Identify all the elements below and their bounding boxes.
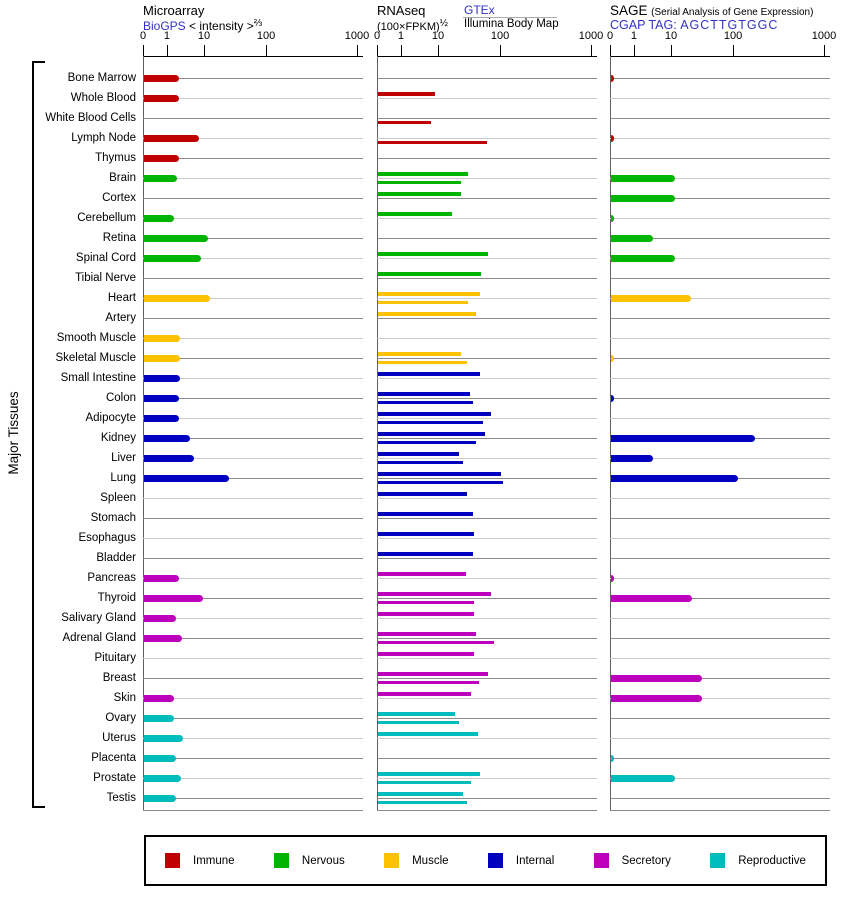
bar-gtex-pituitary: [378, 652, 474, 656]
axis-tick-label-panel-1: 10: [431, 30, 445, 42]
bar-microarray-smooth-muscle: [144, 335, 180, 342]
sage-tag-label: TAG:: [648, 18, 677, 32]
legend-item-secretory: [594, 853, 671, 868]
legend-label-secretory: Secretory: [621, 854, 671, 867]
legend-swatch-muscle: [384, 853, 399, 868]
axis-tick-label-panel-2: 1000: [811, 30, 837, 42]
row-line-cortex-panel-1: [377, 198, 597, 199]
axis-tick-label-panel-1: 0: [373, 30, 381, 42]
tissue-label-cortex: Cortex: [102, 192, 136, 204]
tissue-label-adrenal-gland: Adrenal Gland: [62, 632, 136, 644]
row-line-cerebellum-panel-0: [143, 218, 363, 219]
bar-sage-prostate: [611, 775, 675, 782]
row-line-placenta-panel-1: [377, 758, 597, 759]
tissue-label-heart: Heart: [107, 292, 136, 304]
bar-microarray-small-intestine: [144, 375, 180, 382]
row-line-artery-panel-2: [610, 318, 830, 319]
bar-illumina-prostate: [378, 781, 471, 785]
tissue-label-skeletal-muscle: Skeletal Muscle: [55, 352, 136, 364]
sage-subtitle: (Serial Analysis of Gene Expression): [651, 7, 814, 18]
bar-microarray-liver: [144, 455, 194, 462]
bar-illumina-adrenal-gland: [378, 641, 494, 645]
bar-gtex-stomach: [378, 512, 473, 516]
axis-tick-label-panel-1: 100: [490, 30, 510, 42]
major-tissues-label: Major Tissues: [6, 391, 21, 475]
row-line-pituitary-panel-0: [143, 658, 363, 659]
legend-item-nervous: [274, 853, 345, 868]
bar-microarray-adrenal-gland: [144, 635, 182, 642]
row-line-small-intestine-panel-2: [610, 378, 830, 379]
row-line-spleen-panel-1: [377, 498, 597, 499]
axis-tick-label-panel-1: 1000: [578, 30, 604, 42]
axis-tick-panel-0: [357, 45, 358, 56]
tissue-label-adipocyte: Adipocyte: [85, 412, 136, 424]
tissue-label-brain: Brain: [109, 172, 136, 184]
row-line-liver-panel-1: [377, 458, 597, 459]
bar-sage-colon: [611, 395, 614, 402]
row-line-pancreas-panel-2: [610, 578, 830, 579]
bar-sage-heart: [611, 295, 691, 302]
row-line-skin-panel-1: [377, 698, 597, 699]
tissue-label-stomach: Stomach: [90, 512, 136, 524]
bar-gtex-liver: [378, 452, 459, 456]
row-line-kidney-panel-1: [377, 438, 597, 439]
row-line-cerebellum-panel-1: [377, 218, 597, 219]
axis-tick-panel-2: [610, 45, 611, 56]
tissue-label-colon: Colon: [105, 392, 136, 404]
row-line-salivary-gland-panel-0: [143, 618, 363, 619]
bar-gtex-thyroid: [378, 592, 491, 596]
bar-sage-skin: [611, 695, 702, 702]
legend-item-reproductive: [710, 853, 806, 868]
bar-illumina-heart: [378, 301, 468, 305]
tissue-label-small-intestine: Small Intestine: [60, 372, 136, 384]
legend-swatch-nervous: [274, 853, 289, 868]
bar-microarray-colon: [144, 395, 179, 402]
row-line-thymus-panel-1: [377, 158, 597, 159]
tissue-label-lung: Lung: [110, 472, 136, 484]
bar-gtex-skin: [378, 692, 471, 696]
bar-gtex-salivary-gland: [378, 612, 474, 616]
bar-gtex-heart: [378, 292, 480, 296]
bar-gtex-small-intestine: [378, 372, 480, 376]
bar-gtex-whole-blood: [378, 92, 435, 96]
microarray-axis-exponent: ⅔: [253, 18, 263, 29]
panel-bottom-border-2: [610, 810, 830, 811]
bar-microarray-skeletal-muscle: [144, 355, 180, 362]
bar-microarray-ovary: [144, 715, 174, 722]
legend: [144, 835, 827, 886]
row-line-retina-panel-1: [377, 238, 597, 239]
row-line-salivary-gland-panel-1: [377, 618, 597, 619]
tissue-label-artery: Artery: [105, 312, 136, 324]
row-line-tibial-nerve-panel-1: [377, 278, 597, 279]
row-line-lymph-node-panel-1: [377, 138, 597, 139]
row-line-ovary-panel-1: [377, 718, 597, 719]
bar-sage-retina: [611, 235, 653, 242]
bar-microarray-whole-blood: [144, 95, 179, 102]
tissue-label-prostate: Prostate: [93, 772, 136, 784]
row-line-cerebellum-panel-2: [610, 218, 830, 219]
axis-tick-panel-1: [591, 45, 592, 56]
cgap-link[interactable]: CGAP: [610, 18, 646, 32]
bar-gtex-colon: [378, 392, 470, 396]
illumina-body-map-label: Illumina Body Map: [464, 18, 559, 30]
axis-tick-panel-0: [266, 45, 267, 56]
bar-illumina-kidney: [378, 441, 476, 445]
bar-gtex-skeletal-muscle: [378, 352, 461, 356]
tissue-label-pituitary: Pituitary: [94, 652, 136, 664]
bar-microarray-salivary-gland: [144, 615, 176, 622]
bar-gtex-cerebellum: [378, 212, 452, 216]
axis-tick-label-panel-0: 100: [256, 30, 276, 42]
bar-microarray-thymus: [144, 155, 179, 162]
axis-line-panel-2: [610, 56, 830, 57]
row-line-bladder-panel-2: [610, 558, 830, 559]
sage-tag-sequence: AGCTTGTGGC: [680, 18, 779, 32]
row-line-tibial-nerve-panel-0: [143, 278, 363, 279]
row-line-spleen-panel-0: [143, 498, 363, 499]
bar-sage-kidney: [611, 435, 755, 442]
row-line-colon-panel-1: [377, 398, 597, 399]
row-line-cortex-panel-0: [143, 198, 363, 199]
row-line-whole-blood-panel-2: [610, 98, 830, 99]
tissue-label-white-blood-cells: White Blood Cells: [45, 112, 136, 124]
axis-tick-panel-1: [401, 45, 402, 56]
row-line-pituitary-panel-1: [377, 658, 597, 659]
tissue-label-liver: Liver: [111, 452, 136, 464]
tissue-label-uterus: Uterus: [102, 732, 136, 744]
bar-gtex-adipocyte: [378, 412, 491, 416]
panel-bottom-border-0: [143, 810, 363, 811]
axis-line-panel-0: [143, 56, 363, 57]
bar-illumina-skeletal-muscle: [378, 361, 467, 365]
bar-sage-breast: [611, 675, 702, 682]
row-line-testis-panel-1: [377, 798, 597, 799]
bar-illumina-thyroid: [378, 601, 474, 605]
bar-sage-placenta: [611, 755, 614, 762]
row-line-small-intestine-panel-1: [377, 378, 597, 379]
tissue-label-breast: Breast: [102, 672, 136, 684]
legend-label-nervous: Nervous: [301, 854, 345, 867]
tissue-label-bone-marrow: Bone Marrow: [67, 72, 136, 84]
tissue-label-spinal-cord: Spinal Cord: [75, 252, 136, 264]
bar-microarray-testis: [144, 795, 176, 802]
tissue-label-bladder: Bladder: [96, 552, 136, 564]
bar-gtex-adrenal-gland: [378, 632, 476, 636]
bar-gtex-brain: [378, 172, 468, 176]
legend-label-immune: Immune: [193, 854, 235, 867]
tissue-label-thyroid: Thyroid: [97, 592, 136, 604]
bar-sage-lung: [611, 475, 738, 482]
bar-microarray-placenta: [144, 755, 176, 762]
bar-sage-thyroid: [611, 595, 692, 602]
bar-gtex-testis: [378, 792, 463, 796]
row-line-esophagus-panel-1: [377, 538, 597, 539]
row-line-smooth-muscle-panel-2: [610, 338, 830, 339]
bar-microarray-thyroid: [144, 595, 203, 602]
row-line-testis-panel-2: [610, 798, 830, 799]
bar-sage-cerebellum: [611, 215, 614, 222]
row-line-lymph-node-panel-2: [610, 138, 830, 139]
row-line-heart-panel-1: [377, 298, 597, 299]
row-line-artery-panel-0: [143, 318, 363, 319]
row-line-thyroid-panel-1: [377, 598, 597, 599]
bar-microarray-bone-marrow: [144, 75, 179, 82]
tissue-label-placenta: Placenta: [91, 752, 136, 764]
bar-gtex-kidney: [378, 432, 485, 436]
bar-microarray-retina: [144, 235, 208, 242]
bar-microarray-brain: [144, 175, 177, 182]
bar-illumina-liver: [378, 461, 463, 465]
row-line-adipocyte-panel-2: [610, 418, 830, 419]
legend-label-reproductive: Reproductive: [738, 854, 806, 867]
bar-gtex-artery: [378, 312, 476, 316]
bar-illumina-lymph-node: [378, 141, 487, 145]
axis-tick-panel-2: [634, 45, 635, 56]
legend-swatch-immune: [165, 853, 180, 868]
axis-tick-label-panel-1: 1: [397, 30, 405, 42]
tissue-label-retina: Retina: [102, 232, 136, 244]
bar-microarray-prostate: [144, 775, 181, 782]
bar-gtex-ovary: [378, 712, 455, 716]
rnaseq-axis-exponent: ½: [439, 18, 449, 29]
row-line-ovary-panel-2: [610, 718, 830, 719]
row-line-skin-panel-0: [143, 698, 363, 699]
axis-tick-label-panel-2: 10: [664, 30, 678, 42]
bar-gtex-uterus: [378, 732, 478, 736]
axis-tick-label-panel-0: 0: [139, 30, 147, 42]
axis-tick-panel-0: [167, 45, 168, 56]
axis-line-panel-1: [377, 56, 597, 57]
bar-sage-skeletal-muscle: [611, 355, 614, 362]
row-line-skeletal-muscle-panel-2: [610, 358, 830, 359]
row-line-stomach-panel-0: [143, 518, 363, 519]
row-line-breast-panel-0: [143, 678, 363, 679]
row-line-ovary-panel-0: [143, 718, 363, 719]
bar-illumina-lung: [378, 481, 503, 485]
bar-sage-bone-marrow: [611, 75, 614, 82]
row-line-adrenal-gland-panel-1: [377, 638, 597, 639]
bar-illumina-testis: [378, 801, 467, 805]
rnaseq-panel-title: RNAseq: [377, 3, 426, 18]
row-line-prostate-panel-1: [377, 778, 597, 779]
axis-tick-panel-2: [671, 45, 672, 56]
sage-panel-title: [610, 3, 813, 18]
tissue-label-whole-blood: Whole Blood: [70, 92, 136, 104]
row-line-lung-panel-1: [377, 478, 597, 479]
bar-sage-spinal-cord: [611, 255, 675, 262]
row-line-esophagus-panel-0: [143, 538, 363, 539]
row-line-esophagus-panel-2: [610, 538, 830, 539]
bar-gtex-spinal-cord: [378, 252, 488, 256]
biogps-link[interactable]: BioGPS: [143, 19, 186, 33]
row-line-stomach-panel-2: [610, 518, 830, 519]
tissue-label-testis: Testis: [106, 792, 136, 804]
bar-gtex-bladder: [378, 552, 473, 556]
row-line-white-blood-cells-panel-0: [143, 118, 363, 119]
bar-microarray-lung: [144, 475, 229, 482]
bar-sage-brain: [611, 175, 675, 182]
tissue-label-tibial-nerve: Tibial Nerve: [75, 272, 136, 284]
row-line-bladder-panel-0: [143, 558, 363, 559]
bar-illumina-breast: [378, 681, 479, 685]
bar-sage-liver: [611, 455, 653, 462]
rnaseq-axis-label: (100×FPKM): [377, 21, 440, 33]
row-line-thymus-panel-2: [610, 158, 830, 159]
bar-sage-cortex: [611, 195, 675, 202]
bar-microarray-spinal-cord: [144, 255, 201, 262]
sage-title-text: SAGE: [610, 3, 648, 18]
panel-bottom-border-1: [377, 810, 597, 811]
row-line-bladder-panel-1: [377, 558, 597, 559]
gtex-link[interactable]: GTEx: [464, 3, 495, 17]
row-line-white-blood-cells-panel-1: [377, 118, 597, 119]
axis-tick-label-panel-2: 0: [606, 30, 614, 42]
legend-label-internal: Internal: [515, 854, 555, 867]
axis-tick-panel-0: [204, 45, 205, 56]
bar-illumina-white-blood-cells: [378, 121, 431, 125]
bar-gtex-breast: [378, 672, 488, 676]
bar-gtex-tibial-nerve: [378, 272, 481, 276]
legend-item-internal: [488, 853, 554, 868]
axis-tick-label-panel-2: 100: [723, 30, 743, 42]
legend-swatch-reproductive: [710, 853, 725, 868]
tissue-label-ovary: Ovary: [105, 712, 136, 724]
bar-illumina-colon: [378, 401, 473, 405]
legend-label-muscle: Muscle: [412, 854, 449, 867]
bar-microarray-uterus: [144, 735, 183, 742]
legend-item-muscle: [384, 853, 448, 868]
tissue-label-spleen: Spleen: [100, 492, 136, 504]
row-line-adipocyte-panel-1: [377, 418, 597, 419]
legend-item-immune: [165, 853, 235, 868]
row-line-uterus-panel-2: [610, 738, 830, 739]
bar-gtex-lung: [378, 472, 501, 476]
row-line-spinal-cord-panel-1: [377, 258, 597, 259]
axis-tick-panel-2: [733, 45, 734, 56]
row-line-colon-panel-2: [610, 398, 830, 399]
bar-gtex-prostate: [378, 772, 480, 776]
axis-tick-panel-0: [143, 45, 144, 56]
microarray-axis-label: < intensity >: [189, 19, 254, 33]
tissue-label-salivary-gland: Salivary Gland: [61, 612, 136, 624]
bar-illumina-ovary: [378, 721, 459, 725]
bar-microarray-cerebellum: [144, 215, 174, 222]
microarray-panel-title: Microarray: [143, 3, 205, 18]
bar-microarray-skin: [144, 695, 174, 702]
tissue-label-cerebellum: Cerebellum: [77, 212, 136, 224]
axis-tick-label-panel-0: 1000: [344, 30, 370, 42]
legend-swatch-internal: [488, 853, 503, 868]
axis-tick-panel-1: [377, 45, 378, 56]
axis-tick-label-panel-0: 10: [197, 30, 211, 42]
row-line-uterus-panel-1: [377, 738, 597, 739]
row-line-pituitary-panel-2: [610, 658, 830, 659]
tissue-label-skin: Skin: [113, 692, 136, 704]
bar-microarray-kidney: [144, 435, 190, 442]
row-line-skeletal-muscle-panel-1: [377, 358, 597, 359]
bar-microarray-adipocyte: [144, 415, 179, 422]
axis-tick-panel-2: [824, 45, 825, 56]
bar-gtex-pancreas: [378, 572, 466, 576]
legend-swatch-secretory: [594, 853, 609, 868]
row-line-adrenal-gland-panel-2: [610, 638, 830, 639]
bar-gtex-spleen: [378, 492, 467, 496]
bar-microarray-pancreas: [144, 575, 179, 582]
row-line-spleen-panel-2: [610, 498, 830, 499]
row-line-bone-marrow-panel-1: [377, 78, 597, 79]
row-line-tibial-nerve-panel-2: [610, 278, 830, 279]
row-line-salivary-gland-panel-2: [610, 618, 830, 619]
bar-microarray-lymph-node: [144, 135, 199, 142]
row-line-bone-marrow-panel-2: [610, 78, 830, 79]
tissue-label-pancreas: Pancreas: [87, 572, 136, 584]
row-line-placenta-panel-2: [610, 758, 830, 759]
row-line-stomach-panel-1: [377, 518, 597, 519]
bar-illumina-adipocyte: [378, 421, 483, 425]
axis-tick-panel-1: [438, 45, 439, 56]
bar-sage-pancreas: [611, 575, 614, 582]
row-line-pancreas-panel-1: [377, 578, 597, 579]
axis-tick-label-panel-2: 1: [630, 30, 638, 42]
row-line-white-blood-cells-panel-2: [610, 118, 830, 119]
row-line-artery-panel-1: [377, 318, 597, 319]
row-line-whole-blood-panel-1: [377, 98, 597, 99]
tissue-label-thymus: Thymus: [95, 152, 136, 164]
bar-gtex-esophagus: [378, 532, 474, 536]
axis-tick-panel-1: [500, 45, 501, 56]
tissue-label-kidney: Kidney: [100, 432, 136, 444]
row-line-brain-panel-1: [377, 178, 597, 179]
row-line-breast-panel-1: [377, 678, 597, 679]
tissue-label-smooth-muscle: Smooth Muscle: [56, 332, 136, 344]
bar-microarray-heart: [144, 295, 210, 302]
axis-tick-label-panel-0: 1: [163, 30, 171, 42]
bar-sage-lymph-node: [611, 135, 614, 142]
row-line-smooth-muscle-panel-1: [377, 338, 597, 339]
bar-gtex-cortex: [378, 192, 461, 196]
tissue-label-esophagus: Esophagus: [78, 532, 136, 544]
tissue-label-lymph-node: Lymph Node: [71, 132, 136, 144]
bar-illumina-brain: [378, 181, 461, 185]
